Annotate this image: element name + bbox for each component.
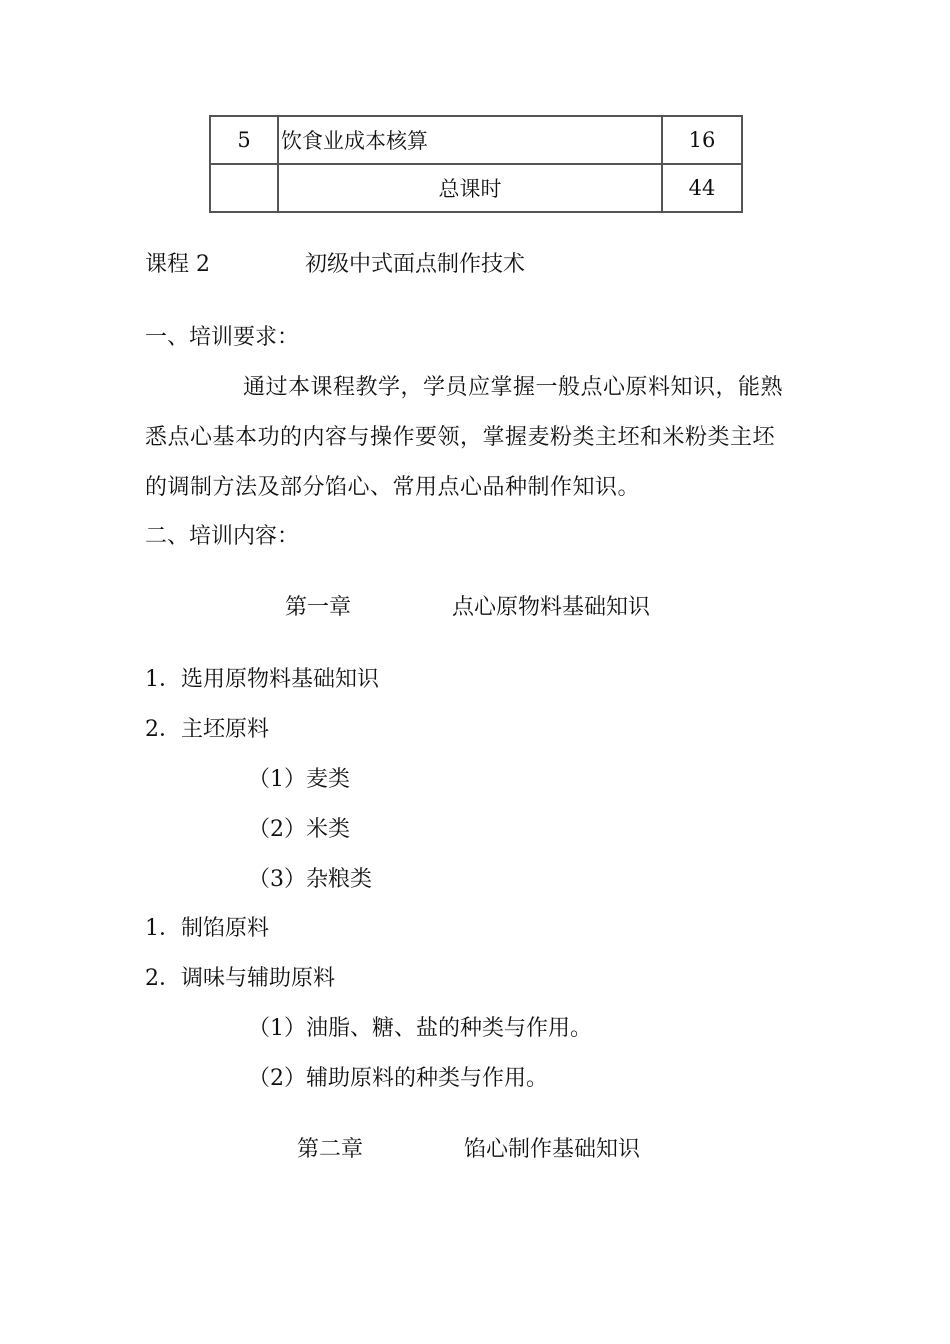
section-heading-content: 二、培训内容： — [145, 524, 300, 549]
list-item: 1．制馅原料 — [145, 916, 269, 941]
table-cell-name: 饮食业成本核算 — [278, 116, 662, 164]
list-item: 2．调味与辅助原料 — [145, 966, 335, 991]
sub-list-item: （3）杂粮类 — [248, 867, 372, 892]
table-cell-total-label: 总课时 — [278, 164, 662, 212]
course-hours-table — [209, 115, 743, 213]
table-row — [210, 164, 742, 212]
table-row — [210, 116, 742, 164]
chapter-title: 点心原物料基础知识 — [452, 595, 651, 620]
table-cell-number — [210, 164, 278, 212]
table-cell-hours: 44 — [662, 164, 742, 212]
chapter-label: 第一章 — [285, 595, 352, 620]
chapter-label: 第二章 — [297, 1137, 364, 1162]
list-item: 2．主坯原料 — [145, 717, 269, 742]
table-cell-hours: 16 — [662, 116, 742, 164]
sub-list-item: （1）麦类 — [248, 767, 350, 792]
paragraph-line: 的调制方法及部分馅心、常用点心品种制作知识。 — [145, 475, 641, 500]
sub-list-item: （2）米类 — [248, 817, 350, 842]
chapter-title: 馅心制作基础知识 — [464, 1137, 641, 1162]
table-cell-number: 5 — [210, 116, 278, 164]
sub-list-item: （1）油脂、糖、盐的种类与作用。 — [248, 1016, 592, 1041]
paragraph-line: 通过本课程教学，学员应掌握一般点心原料知识，能熟 — [243, 375, 784, 400]
list-item: 1．选用原物料基础知识 — [145, 667, 379, 692]
sub-list-item: （2）辅助原料的种类与作用。 — [248, 1066, 548, 1091]
section-heading-requirements: 一、培训要求： — [145, 325, 300, 350]
course-label: 课程 2 — [145, 252, 210, 277]
course-title: 初级中式面点制作技术 — [305, 252, 526, 277]
paragraph-line: 悉点心基本功的内容与操作要领，掌握麦粉类主坯和米粉类主坯 — [145, 425, 776, 450]
